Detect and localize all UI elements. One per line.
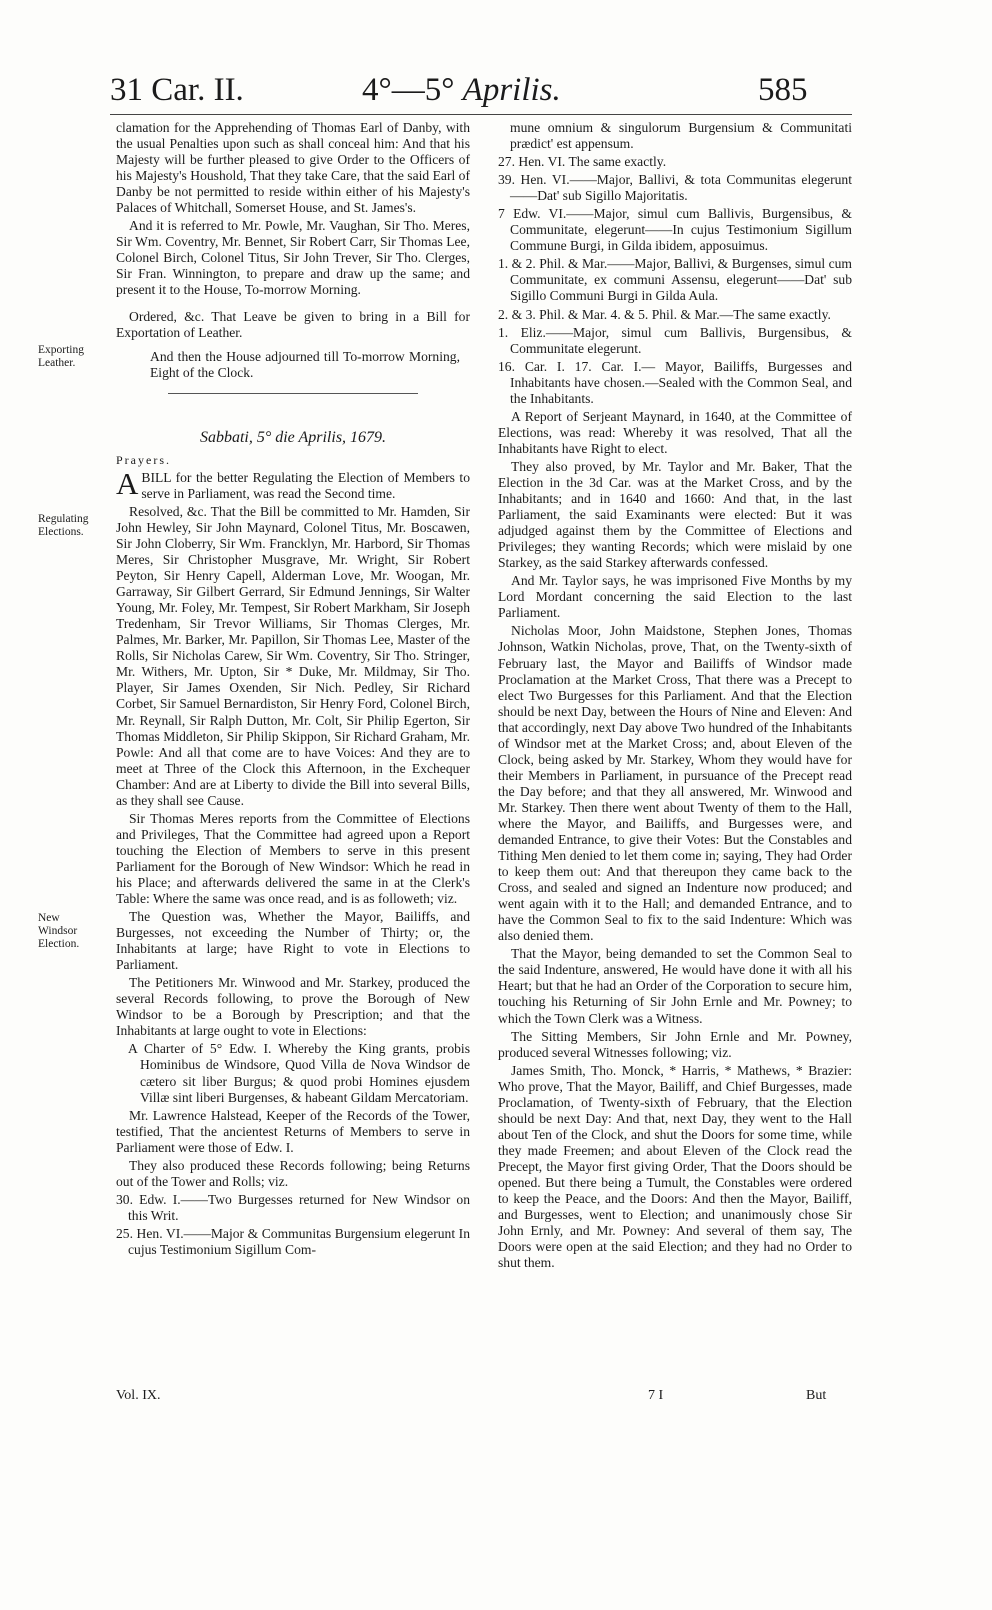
paragraph: And Mr. Taylor says, he was imprisoned Five Months by my Lord Mordant concerning the said Election to the last Parliament. xyxy=(498,573,852,621)
record-entry: 7 Edw. VI.——Major, simul cum Ballivis, Burgensibus, & Communitate, elegerunt——In cujus Testimonium Sigillum Commune Burgi, in Gilda ibidem, apposuimus. xyxy=(498,206,852,254)
record-entry: 39. Hen. VI.——Major, Ballivi, & tota Communitas elegerunt——Dat' sub Sigillo Majoritatis. xyxy=(498,172,852,204)
header-rule xyxy=(110,114,852,115)
day-heading: Sabbati, 5° die Aprilis, 1679. xyxy=(199,428,387,446)
paragraph: Resolved, &c. That the Bill be committed to Mr. Hamden, Sir John Hewley, Sir John Maynard, Colonel Titus, Mr. Boscawen, Sir John Cloberry, Sir Wm. Francklyn, Mr. Harbord, Sir Thomas Meres, Sir Christopher Musgrave, Mr. Wright, Sir Robert Peyton, Sir Henry Capell, Alderman Love, Mr. Woogan, Mr. Garraway, Sir Gilbert Gerrard, Sir Edmund Jennings, Sir Walter Young, Mr. Foley, Mr. Tempest, Sir Robert Markham, Sir Joseph Tredenham, Sir Trevor Williams, Sir Thomas Clerges, Mr. Palmes, Mr. Barker, Mr. Papillon, Sir Thomas Lee, Master of the Rolls, Sir Nicholas Carew, Sir Wm. Coventry, Sir Tho. Stringer, Mr. Withers, Mr. Upton, Sir * Duke, Mr. Mildmay, Sir Tho. Player, Sir James Oxenden, Sir Nich. Pedley, Sir Richard Corbet, Sir Samuel Bernardiston, Sir Henry Ford, Colonel Birch, Mr. Reynall, Sir Ralph Dutton, Mr. Colt, Sir Philip Egerton, Sir Thomas Middleton, Sir Philip Skippon, Sir Richard Graham, Mr. Powle: And all that come are to have Voices: And they are to meet at Three of the Clock this Afternoon, in the Exchequer Chamber: And are at Liberty to divide the Bill into several Bills, as they shall see Cause. xyxy=(116,503,470,808)
paragraph: clamation for the Apprehending of Thomas Earl of Danby, with the usual Penalties upon such as shall conceal him: And that his Majesty will be further pleased to give Order to the Officers of his Majesty's Houshold, That they take Care, that the said Earl of Danby be not permitted to reside within either of his Majesty's Palaces of Whitchall, Somerset House, and St. James's. xyxy=(116,120,470,216)
paragraph: James Smith, Tho. Monck, * Harris, * Mathews, * Brazier: Who prove, That the Mayor, Bailiff, and Chief Burgesses, made Proclamation, of Twenty-sixth of February, that the Election should be next Day: And that, next Day, they went to the Hall about Ten of the Clock, and shut the Doors for some time, while they made Freemen; and about Eleven of the Clock read the Precept, the Mayor first giving Order, That the Doors should be opened. But there being a Tumult, the Constables were ordered to keep the Peace, and the Doors: And then the Mayor, Bailiff, and Burgesses, went to Election; and unanimously chose Sir John Ernly, and Mr. Powney: And several of them say, The Doors were open at the said Election; and they had no Order to shut them. xyxy=(498,1062,852,1271)
paragraph: They also produced these Records following; being Returns out of the Tower and Rolls; viz. xyxy=(116,1157,470,1189)
adjournment: And then the House adjourned till To-morrow Morning, Eight of the Clock. xyxy=(150,348,460,380)
margin-note-exporting: Exporting Leather. xyxy=(38,344,84,369)
right-column xyxy=(498,120,852,1273)
paragraph: And it is referred to Mr. Powle, Mr. Vaughan, Sir Tho. Meres, Sir Wm. Coventry, Mr. Bennet, Sir Robert Carr, Sir Thomas Lee, Colonel Birch, Colonel Titus, Sir John Trever, Sir Tho. Clerges, Sir Fran. Winnington, to prepare and draw up the same; and present it to the House, To-morrow Morning. xyxy=(116,218,470,298)
dates-text: 4°—5° xyxy=(362,72,455,108)
section-divider xyxy=(168,393,418,394)
paragraph: Mr. Lawrence Halstead, Keeper of the Records of the Tower, testified, That the ancientest Returns of Members to serve in Parliament were those of Edw. I. xyxy=(116,1107,470,1155)
paragraph: The Petitioners Mr. Winwood and Mr. Starkey, produced the several Records following, to prove the Borough of New Windsor to be a Borough by Prescription; and that the Inhabitants at large ought to vote in Elections: xyxy=(116,975,470,1039)
paragraph: They also proved, by Mr. Taylor and Mr. Baker, That the Election in the 3d Car. was at the Market Cross, and by the Inhabitants; and in 1640 and 1660: And that, in the last Parliament, the said Examinants were elected: But it was adjudged against them by the Committee of Elections and Privileges; they wanting Records; which were mislaid by one Starkey, as the said Starkey afterwards confessed. xyxy=(498,458,852,571)
page-number: 585 xyxy=(758,72,808,108)
record-entry: 1. & 2. Phil. & Mar.——Major, Ballivi, & Burgenses, simul cum Communitate, ex communi Assensu, elegerunt——Dat' sub Sigillo Communi Burgi in Gilda Aula. xyxy=(498,256,852,304)
margin-note-windsor: New Windsor Election. xyxy=(38,912,80,950)
paragraph: Nicholas Moor, John Maidstone, Stephen Jones, Thomas Johnson, Watkin Nicholas, prove, That, on the Twenty-sixth of February last, the Mayor and Bailiffs of Windsor made Proclamation at the Market Cross, That there was a Precept to elect Two Burgesses for this Parliament. And that the Election should be next Day, between the Hours of Nine and Eleven: And that accordingly, next Day above Two hundred of the Inhabitants of Windsor met at the Market Cross; and, about Eleven of the Clock, being asked by Mr. Starkey, Whom they would have for their Members in Parliament, in pursuance of the Precept read the Day before; and that they all answered, Mr. Winwood and Mr. Starkey. Then there went about Twenty of them to the Hall, where the Mayor, and Bailiffs, and Burgesses were, and demanded Entrance, to give their Votes: But the Constables and Tithing Men denied to let them come in; saying, They had Order to keep them out: And that thereupon they came back to the Cross, and sealed and signed an Indenture now produced; and went again with it to the Hall; and demanded Entrance, and to have the Common Seal to fix to the said Indenture: Which was also denied them. xyxy=(498,623,852,944)
signature-mark: 7 I xyxy=(648,1388,664,1403)
record-entry: 1. Eliz.——Major, simul cum Ballivis, Burgensibus, & Communitate elegerunt. xyxy=(498,324,852,356)
record-entry: 27. Hen. VI. The same exactly. xyxy=(498,154,667,170)
paragraph: Sir Thomas Meres reports from the Committee of Elections and Privileges, That the Committee had agreed upon a Report touching the Election of Members to serve in this present Parliament for the Borough of New Windsor: Which he read in his Place; and afterwards delivered the same in at the Clerk's Table: Where the same was once read, and is as followeth; viz. xyxy=(116,810,470,907)
record-entry: 2. & 3. Phil. & Mar. 4. & 5. Phil. & Mar.—The same exactly. xyxy=(498,306,831,322)
header-dates xyxy=(362,72,561,109)
drop-cap: A xyxy=(116,465,139,501)
prayers-heading: Prayers. xyxy=(116,452,171,467)
record-entry: mune omnium & singulorum Burgensium & Communitati prædict' est appensum. xyxy=(510,120,852,152)
record-entry: 30. Edw. I.——Two Burgesses returned for New Windsor on this Writ. xyxy=(116,1191,470,1223)
record-entry: A Charter of 5° Edw. I. Whereby the King grants, probis Hominibus de Windsore, Quod Villa de Nova Windsor de cætero sit liber Burgus; & quod probi Homines ejusdem Villæ sint liberi Burgenses, & habeant Gildam Mercatoriam. xyxy=(128,1041,470,1105)
left-column xyxy=(116,120,470,1260)
paragraph: Ordered, &c. That Leave be given to bring in a Bill for Exportation of Leather. xyxy=(116,308,470,340)
paragraph: That the Mayor, being demanded to set the Common Seal to the said Indenture, answered, He would have done it with all his Heart; but that he had an Order of the Corporation to secure him, touching his Returning of Sir John Ernle and Mr. Powney; to which the Town Clerk was a Witness. xyxy=(498,946,852,1026)
month-text: Aprilis. xyxy=(462,72,561,108)
record-entry: 16. Car. I. 17. Car. I.— Mayor, Bailiffs, Burgesses and Inhabitants have chosen.—Sealed with the Common Seal, and the Inhabitants. xyxy=(498,358,852,406)
record-entry: 25. Hen. VI.——Major & Communitas Burgensium elegerunt In cujus Testimonium Sigillum Com- xyxy=(116,1225,470,1257)
paragraph: The Sitting Members, Sir John Ernle and Mr. Powney, produced several Witnesses following; viz. xyxy=(498,1028,852,1060)
catchword: But xyxy=(806,1388,827,1403)
regnal-year: 31 Car. II. xyxy=(110,72,244,108)
paragraph: A Report of Serjeant Maynard, in 1640, at the Committee of Elections, was read: Whereby it was resolved, That all the Inhabitants have Right to elect. xyxy=(498,408,852,456)
bill-text: BILL for the better Regulating the Election of Members to serve in Parliament, was read the Second time. xyxy=(141,469,470,501)
running-header xyxy=(110,72,850,114)
margin-note-regulating: Regulating Elections. xyxy=(38,513,89,538)
volume-label: Vol. IX. xyxy=(116,1388,161,1403)
paragraph: The Question was, Whether the Mayor, Bailiffs, and Burgesses, not exceeding the Number of Thirty; or, the Inhabitants at large; have Right to vote in Elections to Parliament. xyxy=(116,909,470,973)
paragraph xyxy=(116,465,470,502)
